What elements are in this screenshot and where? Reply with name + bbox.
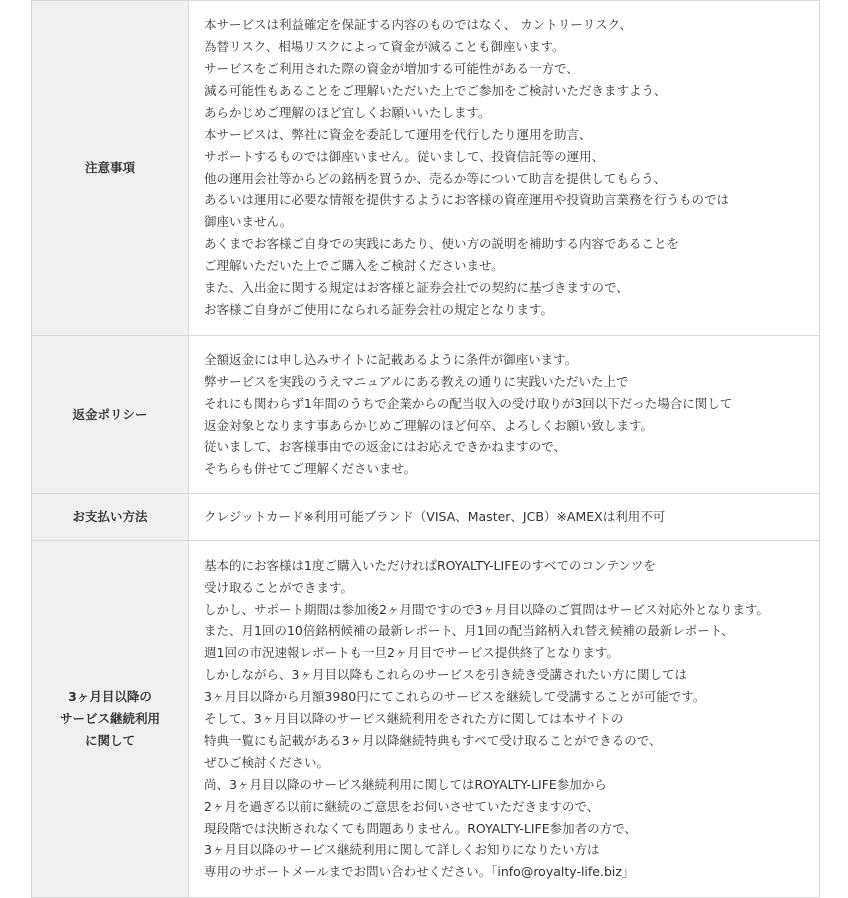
content-line: 現段階では決断されなくても問題ありません。ROYALTY-LIFE参加者の方で、 bbox=[204, 820, 637, 836]
content-line: 受け取ることができます。 bbox=[204, 579, 354, 595]
content-line: 弊サービスを実践のうえマニュアルにある教えの通りに実践いただいた上で bbox=[204, 373, 629, 389]
content-line: あらかじめご理解のほど宜しくお願いいたします。 bbox=[204, 104, 491, 120]
row-label-continued-service bbox=[32, 541, 189, 898]
row-label-text: 返金ポリシー bbox=[72, 406, 148, 422]
content-line: 減る可能性もあることをご理解いただいた上でご参加をご検討いただきますよう、 bbox=[204, 82, 667, 98]
table-row-continued-service bbox=[32, 541, 820, 898]
content-line: 本サービスは利益確定を保証する内容のものではなく、 カントリーリスク、 bbox=[204, 17, 632, 33]
row-label-refund-policy bbox=[32, 336, 189, 494]
row-label-text: お支払い方法 bbox=[72, 509, 148, 524]
row-label-text: 3ヶ月目以降の bbox=[68, 689, 152, 704]
content-line: あくまでお客様ご自身での実践にあたり、使い方の説明を補助する内容であることを bbox=[204, 236, 680, 252]
content-line: 特典一覧にも記載がある3ヶ月以降継続特典もすべて受け取ることができるので、 bbox=[204, 732, 662, 748]
content-line: 週1回の市況速報レポートも一旦2ヶ月目でサービス提供終了となります。 bbox=[204, 645, 619, 661]
content-line: また、月1回の10倍銘柄候補の最新レポート、月1回の配当銘柄入れ替え候補の最新レポート、 bbox=[204, 623, 734, 639]
content-line: 2ヶ月を過ぎる以前に継続のご意思をお伺いさせていただきますので、 bbox=[204, 798, 600, 814]
content-line: また、入出金に関する規定はお客様と証券会社での契約に基づきますので、 bbox=[204, 280, 629, 296]
content-line: しかしながら、3ヶ月目以降もこれらのサービスを引き続き受講されたい方に関しては bbox=[204, 667, 687, 683]
row-label-text: 注意事項 bbox=[84, 160, 135, 175]
row-label-text: に関して bbox=[84, 733, 135, 748]
content-line: サポートするものでは御座いません。従いまして、投資信託等の運用、 bbox=[204, 148, 605, 164]
row-content-refund-policy bbox=[189, 336, 820, 494]
content-line: お客様ご自身がご使用になられる証券会社の規定となります。 bbox=[204, 301, 554, 317]
row-content-notes bbox=[189, 1, 820, 336]
content-line: 御座いません。 bbox=[204, 214, 293, 230]
table-row-refund-policy bbox=[32, 336, 820, 494]
content-line: 尚、3ヶ月目以降のサービス継続利用に関してはROYALTY-LIFE参加から bbox=[204, 776, 607, 792]
content-line: 3ヶ月目以降のサービス継続利用に関して詳しくお知りになりたい方は bbox=[204, 842, 600, 858]
content-line: あるいは運用に必要な情報を提供するようにお客様の資産運用や投資助言業務を行うものでは bbox=[204, 192, 730, 208]
table-row-notes bbox=[32, 1, 820, 336]
content-line: 他の運用会社等からどの銘柄を買うか、売るか等について助言を提供してもらう、 bbox=[204, 170, 667, 186]
content-line: そして、3ヶ月目以降のサービス継続利用をされた方に関しては本サイトの bbox=[204, 711, 624, 727]
content-line: しかし、サポート期間は参加後2ヶ月間ですので3ヶ月目以降のご質問はサービス対応外となります。 bbox=[204, 601, 769, 617]
content-line: 全額返金には申し込みサイトに記載あるように条件が御座います。 bbox=[204, 351, 578, 367]
terms-table bbox=[31, 0, 820, 898]
content-line: 従いまして、お客様事由での返金にはお応えできかねますので、 bbox=[204, 439, 567, 455]
content-line: 本サービスは、弊社に資金を委託して運用を代行したり運用を助言、 bbox=[204, 126, 592, 142]
row-label-payment-method bbox=[32, 494, 189, 541]
content-line: それにも関わらず1年間のうちで企業からの配当収入の受け取りが3回以下だった場合に関して bbox=[204, 395, 733, 411]
content-line: 3ヶ月目以降から月額3980円にてこれらのサービスを継続して受講することが可能です。 bbox=[204, 689, 706, 705]
content-line: ご理解いただいた上でご購入をご検討くださいませ。 bbox=[204, 258, 504, 274]
content-line: サービスをご利用された際の資金が増加する可能性がある一方で、 bbox=[204, 60, 579, 76]
table-row-payment-method bbox=[32, 494, 820, 541]
row-label-notes bbox=[32, 1, 189, 336]
row-content-payment-method bbox=[189, 494, 820, 541]
content-line: ぜひご検討ください。 bbox=[204, 754, 330, 770]
content-line: 専用のサポートメールまでお問い合わせください。「info@royalty-life.biz」 bbox=[204, 864, 635, 880]
row-content-continued-service bbox=[189, 541, 820, 898]
content-line: 返金対象となります事あらかじめご理解のほど何卒、よろしくお願い致します。 bbox=[204, 417, 654, 433]
content-line: 基本的にお客様は1度ご購入いただければROYALTY-LIFEのすべてのコンテンツを bbox=[204, 557, 656, 573]
content-line: クレジットカード※利用可能ブランド（VISA、Master、JCB）※AMEXは利用不可 bbox=[204, 509, 666, 525]
content-line: そちらも併せてご理解くださいませ。 bbox=[204, 461, 417, 477]
row-label-text: サービス継続利用 bbox=[59, 711, 160, 726]
content-line: 為替リスク、相場リスクによって資金が減ることも御座います。 bbox=[204, 39, 565, 55]
